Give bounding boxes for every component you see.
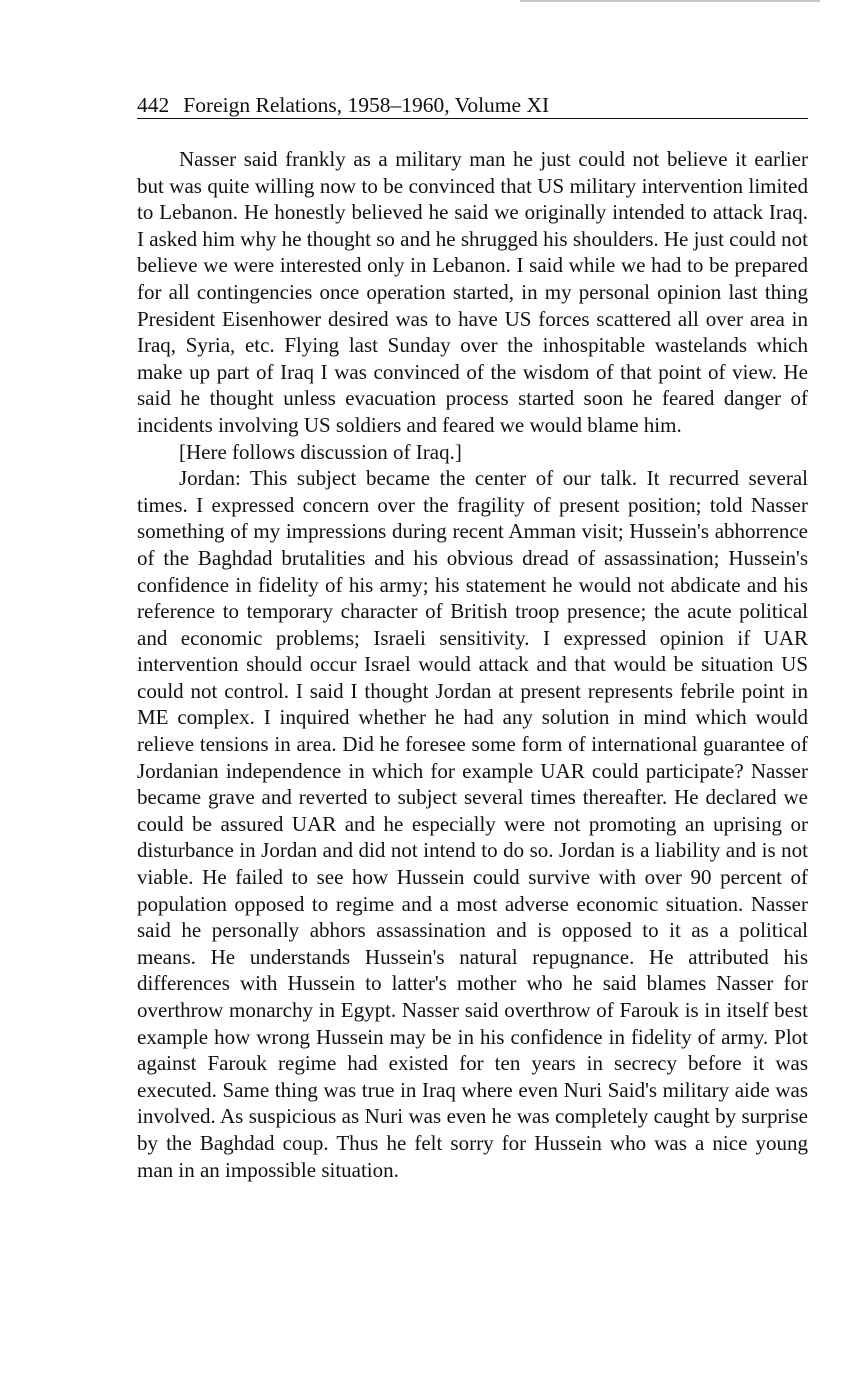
publication-title: Foreign Relations, 1958–1960, Volume XI <box>183 93 550 117</box>
page-number: 442 <box>137 93 170 117</box>
paragraph-military-intervention: Nasser said frankly as a military man he just could not believe it earlier but was quite willing now to be convinced that US military intervention limited to Lebanon. He honestly believed he said we originally intended to attack Iraq. I asked him why he thought so and he shrugged his shoulders. He just could not believe we were interested only in Lebanon. I said while we had to be prepared for all contingencies once operation started, in my personal opinion last thing President Eisenhower desired was to have US forces scattered all over area in Iraq, Syria, etc. Flying last Sunday over the inhospitable wastelands which make up part of Iraq I was convinced of the wisdom of that point of view. He said he thought unless evacuation process started soon he feared danger of incidents involving US soldiers and feared we would blame him. <box>137 147 808 437</box>
running-head <box>137 92 808 119</box>
paragraph-jordan: Jordan: This subject became the center of our talk. It recurred several times. I expressed concern over the fragility of present position; told Nasser something of my impressions during recent Amman visit; Hussein's abhorrence of the Baghdad brutalities and his obvious dread of assassination; Hussein's confidence in fidelity of his army; his statement he would not abdicate and his reference to temporary character of British troop presence; the acute political and economic problems; Israeli sensitivity. I expressed opinion if UAR intervention should occur Israel would attack and that would be situation US could not control. I said I thought Jordan at present represents febrile point in ME complex. I inquired whether he had any solution in mind which would relieve tensions in area. Did he foresee some form of international guarantee of Jordanian independence in which for example UAR could participate? Nasser became grave and reverted to subject several times thereafter. He declared we could be assured UAR and he especially were not promoting an uprising or disturbance in Jordan and did not intend to do so. Jordan is a liability and is not viable. He failed to see how Hussein could survive with over 90 percent of population opposed to regime and a most adverse economic situation. Nasser said he personally abhors assassination and is opposed to it as a political means. He understands Hussein's natural repugnance. He attributed his differences with Hussein to latter's mother who he said blames Nasser for overthrow monarchy in Egypt. Nasser said overthrow of Farouk is in itself best example how wrong Hussein may be in his confidence in fidelity of army. Plot against Farouk regime had existed for ten years in secrecy before it was executed. Same thing was true in Iraq where even Nuri Said's military aide was involved. As suspicious as Nuri was even he was completely caught by surprise by the Baghdad coup. Thus he felt sorry for Hussein who was a nice young man in an impossible situation. <box>137 466 808 1182</box>
paragraph-editorial-note: [Here follows discussion of Iraq.] <box>179 439 462 464</box>
scan-edge-rule <box>520 0 820 2</box>
body-text <box>137 146 808 1183</box>
